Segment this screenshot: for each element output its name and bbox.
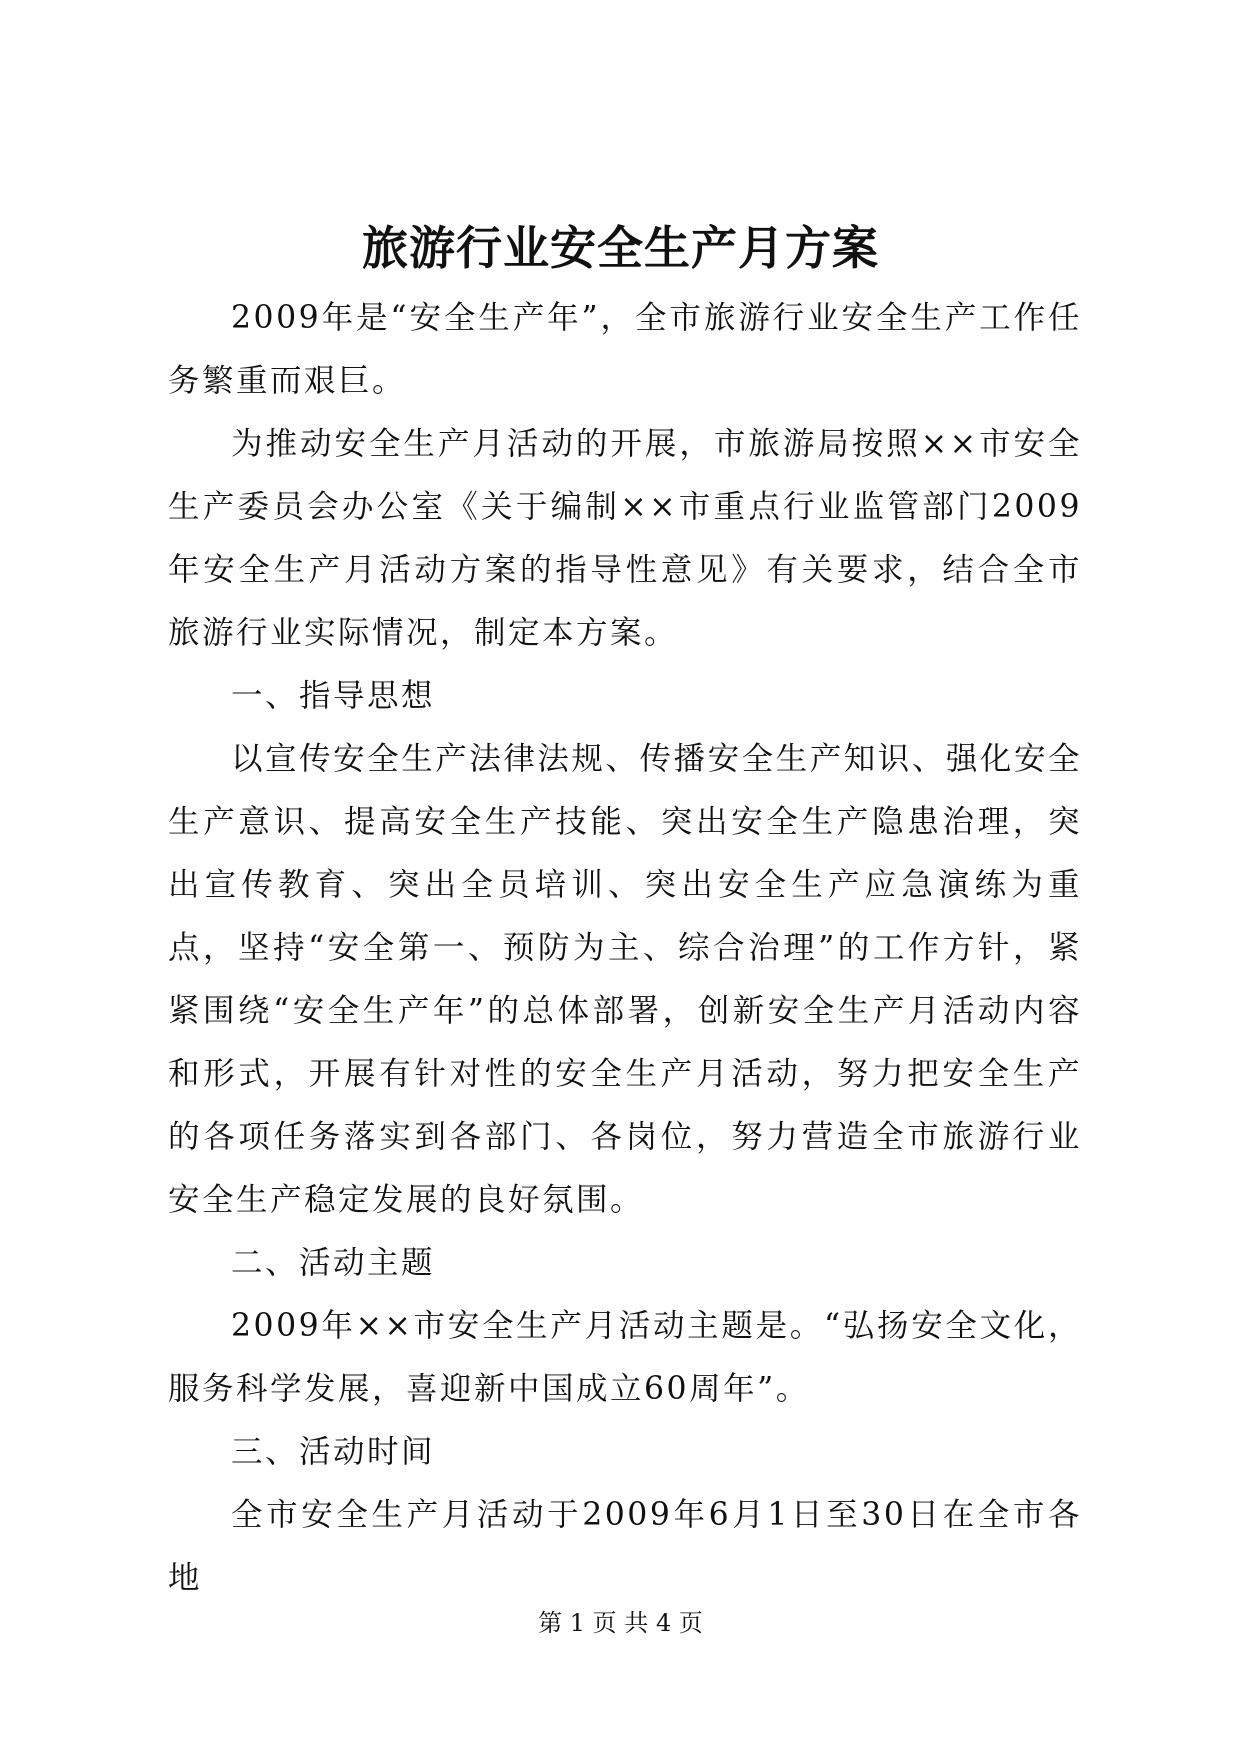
page-number-footer: 第 1 页 共 4 页 [538, 1609, 703, 1637]
guiding-thought-paragraph: 以宣传安全生产法律法规、传播安全生产知识、强化安全生产意识、提高安全生产技能、突出安全生产隐患治理，突出宣传教育、突出全员培训、突出安全生产应急演练为重点，坚持“安全第一、预防为主、综合治理”的工作方针，紧紧围绕“安全生产年”的总体部署，创新安全生产月活动内容和形式，开展有针对性的安全生产月活动，努力把安全生产的各项任务落实到各部门、各岗位，努力营造全市旅游行业安全生产稳定发展的良好氛围。 [168, 741, 1082, 1218]
section-heading-activity-time: 三、活动时间 [231, 1434, 436, 1470]
purpose-paragraph: 为推动安全生产月活动的开展，市旅游局按照××市安全生产委员会办公室《关于编制××市重点行业监管部门2009年安全生产月活动方案的指导性意见》有关要求，结合全市旅游行业实际情况，制定本方案。 [168, 426, 1082, 651]
activity-theme-paragraph: 2009年××市安全生产月活动主题是。“弘扬安全文化，服务科学发展，喜迎新中国成立60周年”。 [168, 1308, 1082, 1407]
activity-time-paragraph: 全市安全生产月活动于2009年6月1日至30日在全市各地 [168, 1497, 1082, 1596]
section-heading-activity-theme: 二、活动主题 [231, 1245, 436, 1281]
section-heading-guiding-thought: 一、指导思想 [231, 678, 436, 714]
intro-paragraph: 2009年是“安全生产年”，全市旅游行业安全生产工作任务繁重而艰巨。 [168, 300, 1082, 399]
document-body [168, 287, 1082, 1610]
document-title: 旅游行业安全生产月方案 [362, 221, 879, 275]
